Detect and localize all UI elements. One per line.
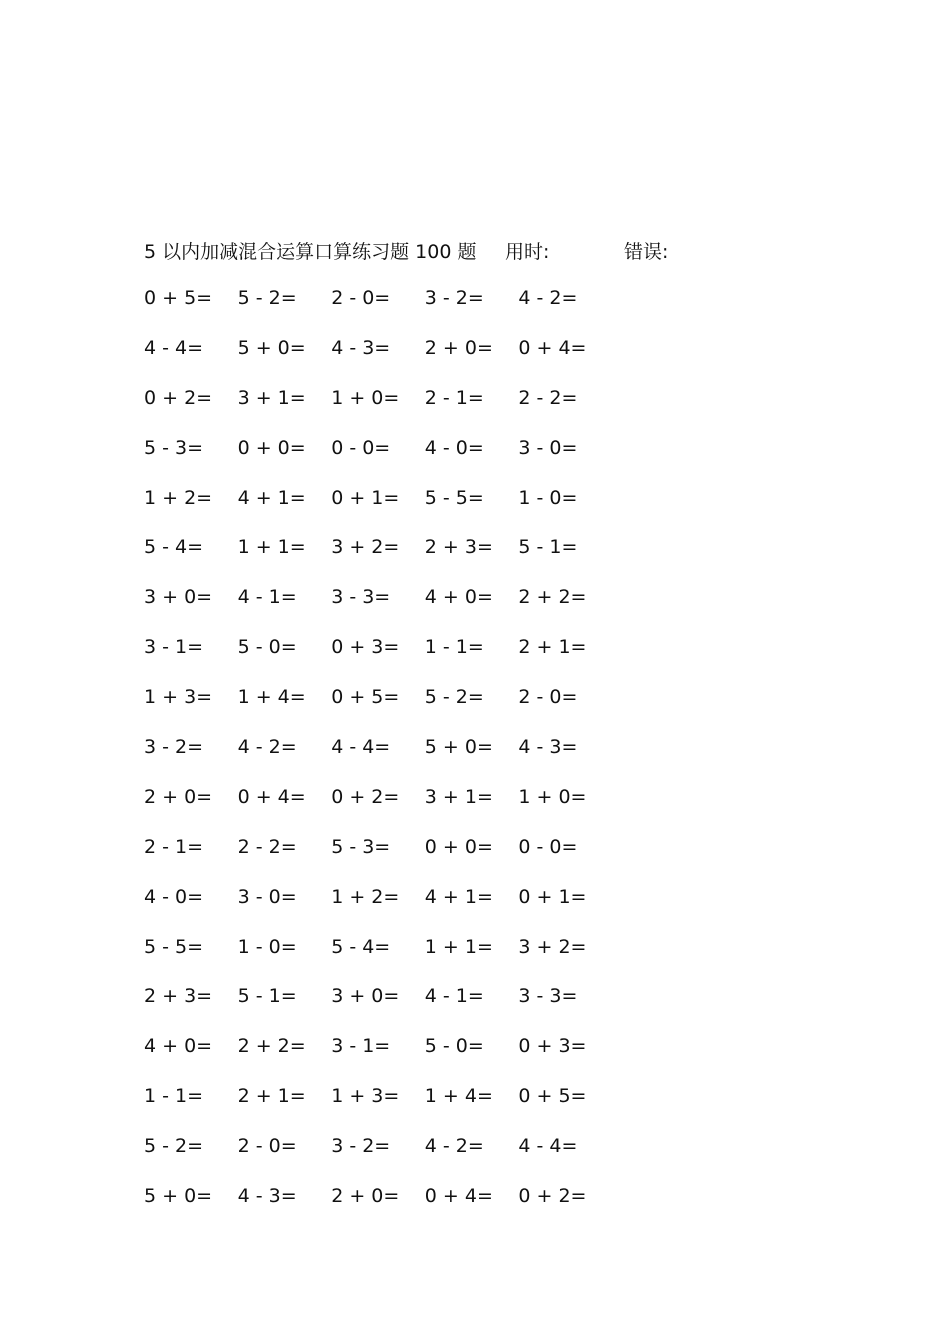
problem-item: 3 + 0= [144, 586, 213, 609]
problem-row [144, 635, 612, 685]
problem-item: 5 - 2= [424, 686, 484, 709]
problem-item: 3 - 3= [518, 985, 578, 1008]
problem-item: 1 + 4= [424, 1085, 493, 1108]
problem-item: 5 - 1= [237, 985, 297, 1008]
problem-item: 5 - 2= [144, 1135, 204, 1158]
problem-item: 1 + 1= [237, 536, 306, 559]
problem-item: 0 + 4= [237, 785, 306, 808]
problem-item: 0 + 4= [518, 336, 587, 359]
problem-item: 2 + 1= [237, 1085, 306, 1108]
problem-item: 3 + 2= [518, 935, 587, 958]
problem-item: 1 + 0= [518, 785, 587, 808]
worksheet-header [144, 236, 669, 264]
problem-item: 5 + 0= [237, 336, 306, 359]
problem-item: 4 - 3= [518, 736, 578, 759]
problem-row [144, 1184, 612, 1234]
problem-item: 2 - 0= [518, 686, 578, 709]
problem-item: 5 - 3= [331, 835, 391, 858]
problem-item: 2 + 3= [144, 985, 213, 1008]
problem-item: 2 + 2= [518, 586, 587, 609]
problem-item: 3 - 0= [237, 885, 297, 908]
problem-item: 4 - 2= [424, 1135, 484, 1158]
problem-item: 3 - 2= [331, 1135, 391, 1158]
problem-item: 5 - 5= [424, 486, 484, 509]
problem-item: 0 + 2= [331, 785, 400, 808]
problem-item: 5 - 0= [424, 1035, 484, 1058]
problem-item: 4 - 2= [237, 736, 297, 759]
problem-item: 4 - 4= [518, 1135, 578, 1158]
problem-item: 4 - 4= [331, 736, 391, 759]
problem-item: 4 - 1= [424, 985, 484, 1008]
problem-item: 3 - 1= [144, 636, 204, 659]
problem-item: 0 + 3= [518, 1035, 587, 1058]
problem-item: 3 - 2= [424, 287, 484, 309]
problem-item: 4 - 0= [424, 436, 484, 459]
problem-item: 5 - 3= [144, 436, 204, 459]
problem-item: 4 + 0= [144, 1035, 213, 1058]
problem-item: 0 - 0= [331, 436, 391, 459]
problem-item: 0 + 5= [331, 686, 400, 709]
problem-item: 5 + 0= [144, 1185, 213, 1208]
problem-row [144, 885, 612, 935]
problem-row [144, 1034, 612, 1084]
problem-item: 0 + 2= [518, 1185, 587, 1208]
problem-item: 3 + 1= [424, 785, 493, 808]
problem-row [144, 1134, 612, 1184]
problem-item: 3 + 1= [237, 386, 306, 409]
problem-item: 2 - 2= [237, 835, 297, 858]
problem-row [144, 984, 612, 1034]
problem-item: 1 + 0= [331, 386, 400, 409]
problem-item: 0 + 1= [331, 486, 400, 509]
problem-item: 5 - 4= [331, 935, 391, 958]
problem-item: 5 - 2= [237, 287, 297, 309]
problem-item: 1 + 2= [144, 486, 213, 509]
problem-row [144, 935, 612, 985]
problem-item: 5 - 0= [237, 636, 297, 659]
problem-item: 5 - 5= [144, 935, 204, 958]
problem-item: 4 - 0= [144, 885, 204, 908]
problem-item: 1 + 2= [331, 885, 400, 908]
problem-item: 2 - 1= [144, 835, 204, 858]
problem-item: 3 - 0= [518, 436, 578, 459]
problem-item: 0 + 0= [424, 835, 493, 858]
problem-item: 3 + 2= [331, 536, 400, 559]
problem-item: 2 - 1= [424, 386, 484, 409]
problem-item: 4 + 0= [424, 586, 493, 609]
problem-item: 2 + 0= [424, 336, 493, 359]
problem-row [144, 1084, 612, 1134]
problem-item: 0 - 0= [518, 835, 578, 858]
problem-item: 1 + 3= [144, 686, 213, 709]
problem-item: 0 + 4= [424, 1185, 493, 1208]
time-label: 用时: [505, 240, 550, 263]
problem-item: 4 - 3= [331, 336, 391, 359]
problem-row [144, 286, 612, 336]
problem-item: 4 - 2= [518, 287, 578, 309]
worksheet-title: 5 以内加减混合运算口算练习题 100 题 [144, 240, 477, 263]
problem-item: 2 - 0= [237, 1135, 297, 1158]
problem-item: 5 - 4= [144, 536, 204, 559]
problem-item: 0 + 5= [518, 1085, 587, 1108]
problem-item: 2 + 2= [237, 1035, 306, 1058]
problem-item: 1 - 1= [144, 1085, 204, 1108]
problem-item: 5 + 0= [424, 736, 493, 759]
problem-item: 3 + 0= [331, 985, 400, 1008]
problem-item: 5 - 1= [518, 536, 578, 559]
problem-grid [144, 286, 612, 1234]
problem-item: 1 + 4= [237, 686, 306, 709]
problem-row [144, 735, 612, 785]
problem-item: 2 + 1= [518, 636, 587, 659]
problem-item: 4 + 1= [237, 486, 306, 509]
problem-item: 0 + 2= [144, 386, 213, 409]
problem-item: 2 - 0= [331, 287, 391, 309]
problem-item: 0 + 1= [518, 885, 587, 908]
problem-item: 0 + 5= [144, 287, 213, 309]
problem-item: 3 - 3= [331, 586, 391, 609]
problem-item: 1 + 3= [331, 1085, 400, 1108]
problem-item: 4 - 1= [237, 586, 297, 609]
problem-item: 4 + 1= [424, 885, 493, 908]
error-label: 错误: [624, 240, 669, 263]
problem-item: 3 - 2= [144, 736, 204, 759]
problem-item: 3 - 1= [331, 1035, 391, 1058]
problem-item: 0 + 3= [331, 636, 400, 659]
problem-row [144, 436, 612, 486]
problem-item: 2 + 0= [331, 1185, 400, 1208]
problem-item: 2 - 2= [518, 386, 578, 409]
problem-row [144, 785, 612, 835]
problem-item: 0 + 0= [237, 436, 306, 459]
problem-row [144, 685, 612, 735]
problem-item: 1 + 1= [424, 935, 493, 958]
problem-row [144, 386, 612, 436]
problem-row [144, 585, 612, 635]
problem-item: 2 + 3= [424, 536, 493, 559]
problem-item: 1 - 1= [424, 636, 484, 659]
problem-row [144, 486, 612, 536]
problem-item: 1 - 0= [237, 935, 297, 958]
problem-row [144, 835, 612, 885]
problem-item: 1 - 0= [518, 486, 578, 509]
problem-item: 4 - 4= [144, 336, 204, 359]
problem-row [144, 336, 612, 386]
problem-item: 2 + 0= [144, 785, 213, 808]
problem-row [144, 535, 612, 585]
problem-item: 4 - 3= [237, 1185, 297, 1208]
